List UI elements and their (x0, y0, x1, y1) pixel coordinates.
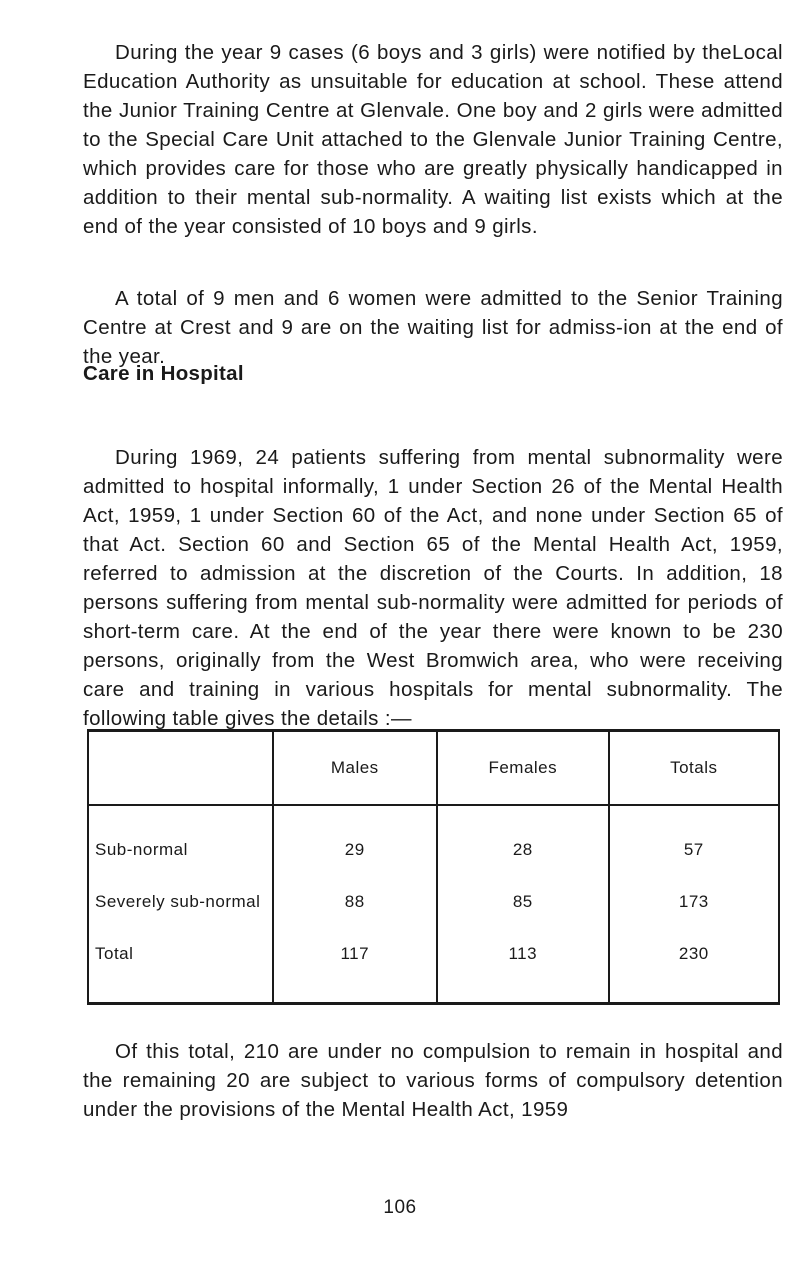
section-heading: Care in Hospital (83, 362, 244, 385)
table-header-blank (88, 731, 273, 806)
paragraph-hospital-care: During 1969, 24 patients suffering from mental subnormality were admitted to hospital informally, 1 under Section 26 of the Mental Health Act, 1959, 1 under Section 60 of the Act, and none under Section 65 of that Act. Section 60 and Section 65 of the Mental Health Act, 1959, referred to admission at the discretion of the Courts. In addition, 18 persons suffering from mental sub-normality were admitted for periods of short-term care. At the end of the year there were known to be 230 persons, originally from the West Bromwich area, who were receiving care and training in various hospitals for mental subnormality. The following table gives the details :— (83, 446, 783, 730)
cell-females: 28 (437, 805, 609, 876)
page-number: 106 (383, 1197, 417, 1218)
table-header-totals: Totals (609, 731, 779, 806)
paragraph-junior-training: During the year 9 cases (6 boys and 3 girls) were notified by theLocal Education Authority as unsuitable for education at school. These attend the Junior Training Centre at Glenvale. One boy and 2 girls were admitted to the Special Care Unit attached to the Glenvale Junior Training Centre, which provides care for those who are greatly physically handicapped in addition to their mental sub-normality. A waiting list exists which at the end of the year consisted of 10 boys and 9 girls. (83, 41, 783, 238)
paragraph-compulsion: Of this total, 210 are under no compulsion to remain in hospital and the remaining 20 are subject to various forms of compulsory detention under the provisions of the Mental Health Act, 1959 (83, 1040, 783, 1121)
table-row (88, 876, 779, 928)
cell-females: 113 (437, 928, 609, 1004)
cell-totals: 173 (609, 876, 779, 928)
row-label: Severely sub-normal (88, 876, 273, 928)
paragraph-senior-training: A total of 9 men and 6 women were admitted to the Senior Training Centre at Crest and 9 are on the waiting list for admiss-ion at the end of the year. (83, 287, 783, 368)
table-header-females: Females (437, 731, 609, 806)
cell-totals: 57 (609, 805, 779, 876)
row-label: Sub-normal (88, 805, 273, 876)
patients-table (87, 729, 780, 1005)
cell-males: 117 (273, 928, 437, 1004)
cell-males: 88 (273, 876, 437, 928)
table-header-males: Males (273, 731, 437, 806)
table-row (88, 805, 779, 876)
table-row (88, 928, 779, 1004)
cell-females: 85 (437, 876, 609, 928)
row-label: Total (88, 928, 273, 1004)
cell-males: 29 (273, 805, 437, 876)
cell-totals: 230 (609, 928, 779, 1004)
table-header-row (88, 731, 779, 806)
